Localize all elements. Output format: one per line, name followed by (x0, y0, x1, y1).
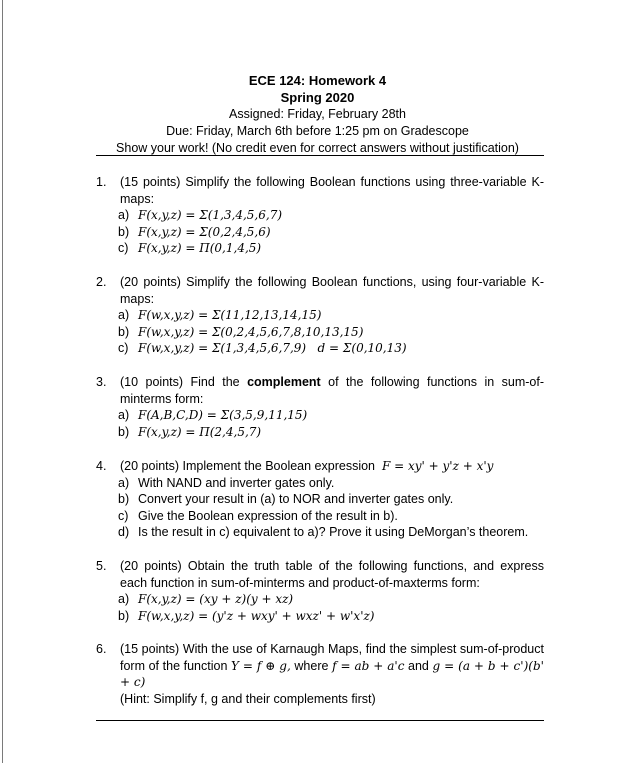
question-text: (15 points) With the use of Karnaugh Maps, find the simplest sum-of-product form of the function Y = f ⊕ g, where f = ab + a'c and g = (a + b + c')(b' + c) (Hint: Simplify f, g and their complements first) (120, 642, 544, 706)
part-label: a) (118, 408, 130, 422)
hint-text: (Hint: Simplify f, g and their complements first) (120, 691, 376, 706)
question-3 (96, 374, 544, 440)
document-title: ECE 124: Homework 4 (248, 73, 387, 88)
part-text: Convert your result in (a) to NOR and inverter gates only. (138, 492, 454, 506)
part-label: a) (118, 208, 130, 222)
part-label: c) (118, 241, 129, 255)
part-label: b) (118, 324, 130, 339)
header-divider (96, 155, 544, 156)
question-part (118, 224, 544, 241)
question-number: 4. (96, 459, 107, 473)
question-5 (96, 558, 544, 624)
part-expression: F(x,y,z) = Π(0,1,4,5) (138, 241, 262, 255)
question-number: 3. (96, 375, 107, 389)
question-text: (20 points) Obtain the truth table of the following functions, and express each function in sum-of-minterms and product-of-maxterms form: (120, 559, 544, 590)
question-part (118, 324, 544, 341)
question-text: (15 points) Simplify the following Boolean functions using three-variable K-maps: (120, 175, 544, 206)
question-part (118, 524, 544, 541)
part-expression: F(w,x,y,z) = Σ(0,2,4,5,6,7,8,10,13,15) (138, 324, 364, 339)
expression-y: Y = f ⊕ g, (231, 658, 291, 673)
part-expression: F(x,y,z) = Σ(1,3,4,5,6,7) (138, 208, 283, 222)
part-label: b) (118, 608, 130, 623)
question-number: 5. (96, 559, 107, 573)
question-part (118, 491, 544, 508)
question-part (118, 424, 544, 441)
part-expression: F(x,y,z) = (xy + z)(y + xz) (138, 592, 294, 606)
question-part (118, 207, 544, 224)
expression-f: f = ab + a'c (332, 658, 405, 673)
question-number: 2. (96, 275, 107, 289)
question-text: (10 points) Find the complement of the following functions in sum-of-minterms form: (120, 375, 545, 406)
question-text: (20 points) Simplify the following Boolean functions, using four-variable K-maps: (120, 275, 544, 306)
assigned-date: Assigned: Friday, February 28th (229, 107, 406, 121)
question-text: (20 points) Implement the Boolean expression F = xy' + y'z + x'y (120, 459, 494, 473)
part-label: b) (118, 492, 130, 506)
part-label: c) (118, 508, 129, 523)
question-part (118, 475, 544, 492)
question-part (118, 608, 544, 625)
part-expression: F(x,y,z) = Σ(0,2,4,5,6) (138, 224, 271, 239)
part-expression: F(A,B,C,D) = Σ(3,5,9,11,15) (138, 408, 308, 422)
part-text: Give the Boolean expression of the result in b). (138, 508, 398, 523)
footer-divider (96, 720, 544, 721)
question-4 (96, 458, 544, 541)
question-number: 1. (96, 175, 107, 189)
part-text: Is the result in c) equivalent to a)? Prove it using DeMorgan’s theorem. (138, 525, 529, 539)
question-number: 6. (96, 642, 107, 656)
part-label: a) (118, 308, 130, 322)
part-expression: F(x,y,z) = Π(2,4,5,7) (138, 424, 262, 439)
part-expression: F(w,x,y,z) = Σ(1,3,4,5,6,7,9) d = Σ(0,10,13) (138, 341, 407, 355)
question-part (118, 407, 544, 424)
question-part (118, 240, 544, 257)
question-1 (96, 174, 544, 257)
question-part (118, 508, 544, 525)
part-label: a) (118, 592, 130, 606)
part-label: b) (118, 224, 130, 239)
part-label: b) (118, 424, 130, 439)
question-part (118, 591, 544, 608)
document-term: Spring 2020 (280, 90, 355, 105)
question-6 (96, 641, 544, 707)
question-2 (96, 274, 544, 357)
part-text: With NAND and inverter gates only. (138, 475, 335, 490)
question-part (118, 307, 544, 324)
part-label: d) (118, 525, 130, 539)
document-header (0, 72, 635, 157)
question-part (118, 340, 544, 357)
emphasis-complement: complement (247, 375, 321, 389)
due-date: Due: Friday, March 6th before 1:25 pm on Gradescope (166, 124, 469, 138)
question-expression: F = xy' + y'z + x'y (381, 459, 494, 473)
show-work-note: Show your work! (No credit even for correct answers without justification) (116, 141, 519, 155)
part-label: c) (118, 341, 129, 355)
part-expression: F(w,x,y,z) = Σ(11,12,13,14,15) (138, 308, 322, 322)
expression-g: g = (a + b + c')(b' + c) (120, 658, 544, 689)
part-expression: F(w,x,y,z) = (y'z + wxy' + wxz' + w'x'z) (138, 608, 375, 623)
part-label: a) (118, 475, 130, 490)
